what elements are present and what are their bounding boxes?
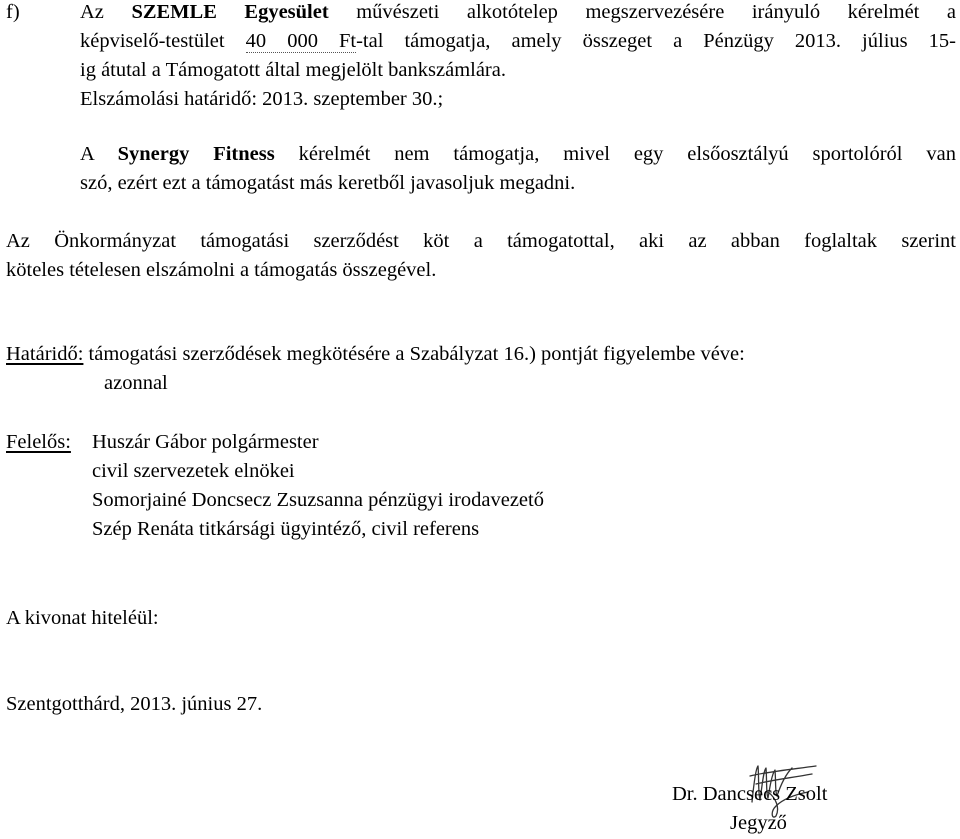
responsible-person: Somorjainé Doncsecz Zsuzsanna pénzügyi irodavezető (92, 489, 544, 511)
org-name-synergy: Synergy Fitness (117, 143, 275, 165)
synergy-line-2: szó, ezért ezt a támogatást más keretből javasoljuk megadni. (80, 172, 576, 194)
signatory-title: Jegyző (730, 812, 787, 834)
responsible-row-1 (6, 428, 956, 457)
deadline-label: Határidő: (6, 343, 84, 365)
signatory-name: Dr. Dancsecs Zsolt (672, 783, 828, 805)
item-marker: f) (6, 1, 20, 23)
responsible-row-3 (6, 486, 956, 515)
responsible-row-4 (6, 515, 956, 544)
deadline-value: azonnal (104, 372, 168, 394)
responsible-person: Huszár Gábor polgármester (92, 431, 319, 453)
settlement-deadline: Elszámolási határidő: 2013. szeptember 30.; (80, 88, 444, 110)
item-f-line-3: ig átutal a Támogatott által megjelölt bankszámlára. (80, 59, 506, 81)
responsible-section (6, 428, 956, 544)
resolution-item-f (6, 0, 956, 114)
deadline-line (6, 340, 956, 369)
contract-line-2: köteles tételesen elszámolni a támogatás összegével. (6, 259, 437, 281)
deadline-text: támogatási szerződések megkötésére a Szabályzat 16.) pontját figyelembe véve: (83, 343, 745, 365)
contract-line-1: Az Önkormányzat támogatási szerződést köt a támogatottal, aki az abban foglaltak szerint (6, 230, 956, 252)
contract-paragraph (6, 227, 956, 285)
synergy-paragraph (80, 140, 956, 198)
org-name-szemle: SZEMLE Egyesület (131, 1, 329, 23)
synergy-line1-suffix: kérelmét nem támogatja, mivel egy elsőosztályú sportolóról van (274, 143, 956, 165)
place-and-date: Szentgotthárd, 2013. június 27. (6, 693, 263, 715)
item-f-line2-prefix: képviselő-testület (80, 30, 246, 52)
item-f-line1-prefix: Az (80, 1, 132, 23)
deadline-section (6, 340, 956, 398)
item-f-line1-suffix: művészeti alkotótelep megszervezésére irányuló kérelmét a (328, 1, 957, 23)
item-f-body (80, 0, 956, 114)
synergy-prefix: A (80, 143, 118, 165)
grant-amount: 40 000 Ft (245, 30, 357, 52)
item-f-line-1 (80, 0, 956, 27)
item-f-line2-suffix: -tal támogatja, amely összeget a Pénzügy 2013. július 15- (356, 30, 956, 52)
synergy-line-1 (80, 140, 956, 169)
item-f-line-2 (80, 27, 956, 56)
responsible-person: Szép Renáta titkársági ügyintéző, civil referens (92, 518, 480, 540)
certified-extract-label: A kivonat hiteléül: (6, 607, 159, 629)
responsible-person: civil szervezetek elnökei (92, 460, 295, 482)
responsible-row-2 (6, 457, 956, 486)
responsible-label: Felelős: (6, 431, 71, 453)
signature-block (668, 776, 878, 839)
